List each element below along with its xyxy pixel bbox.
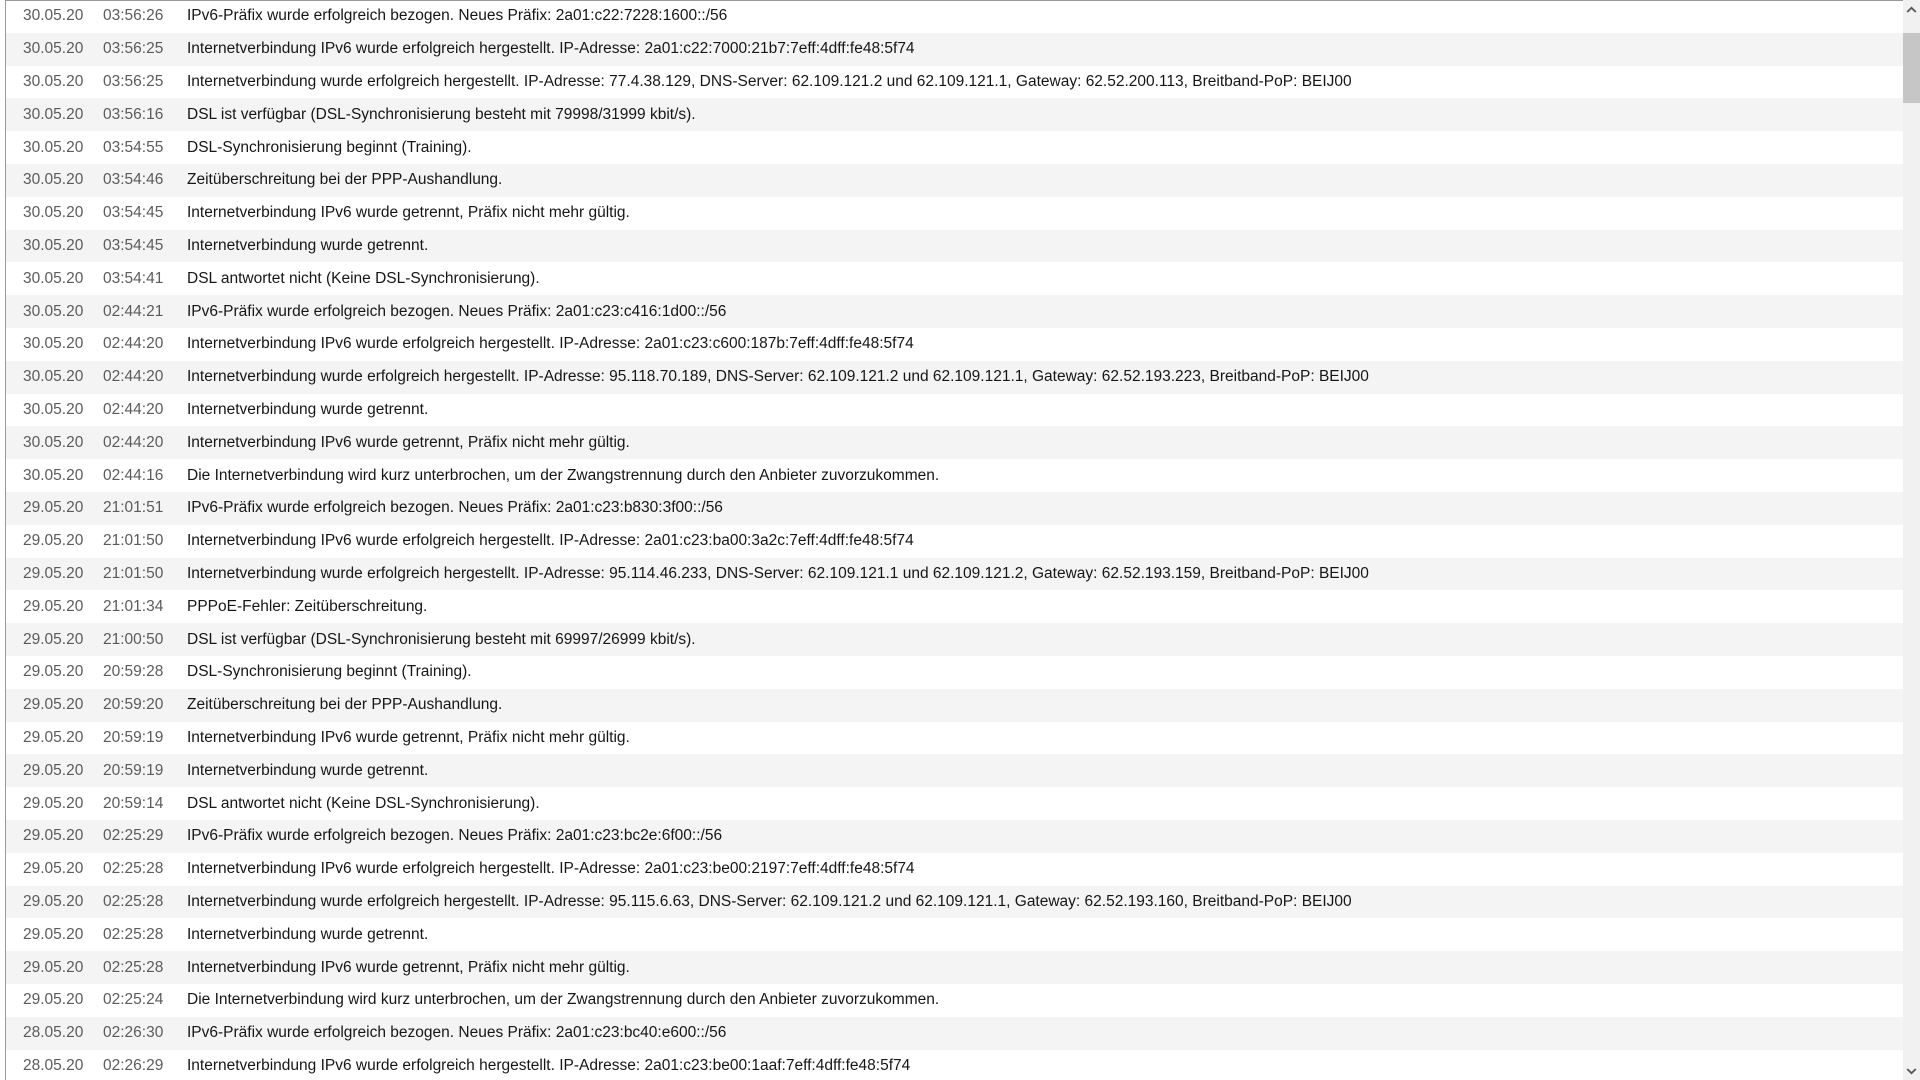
log-row <box>6 722 1903 755</box>
log-row <box>6 164 1903 197</box>
log-message: DSL ist verfügbar (DSL-Synchronisierung besteht mit 69997/26999 kbit/s). <box>187 630 696 648</box>
log-row <box>6 1050 1903 1080</box>
log-message: Die Internetverbindung wird kurz unterbrochen, um der Zwangstrennung durch den Anbieter zuvorzukommen. <box>187 991 940 1009</box>
log-message: Internetverbindung IPv6 wurde erfolgreich hergestellt. IP-Adresse: 2a01:c23:be00:1aaf:7eff:4dff:fe48:5f74 <box>187 1056 911 1074</box>
chevron-up-icon <box>1906 1 1917 19</box>
log-row <box>6 590 1903 623</box>
log-row <box>6 295 1903 328</box>
log-time: 21:01:50 <box>103 532 164 550</box>
log-time: 20:59:19 <box>103 761 164 779</box>
log-row <box>6 361 1903 394</box>
log-row <box>6 918 1903 951</box>
log-time: 03:56:16 <box>103 105 164 123</box>
log-message: Internetverbindung IPv6 wurde getrennt, Präfix nicht mehr gültig. <box>187 204 630 222</box>
log-message: PPPoE-Fehler: Zeitüberschreitung. <box>187 597 428 615</box>
log-row <box>6 689 1903 722</box>
log-date: 29.05.20 <box>23 794 84 812</box>
log-date: 30.05.20 <box>23 302 84 320</box>
log-message: IPv6-Präfix wurde erfolgreich bezogen. Neues Präfix: 2a01:c23:b830:3f00::/56 <box>187 499 723 517</box>
log-date: 30.05.20 <box>23 171 84 189</box>
log-time: 03:54:45 <box>103 236 164 254</box>
log-row <box>6 262 1903 295</box>
log-date: 29.05.20 <box>23 597 84 615</box>
log-time: 03:54:45 <box>103 204 164 222</box>
log-row <box>6 131 1903 164</box>
log-row <box>6 754 1903 787</box>
log-message: DSL antwortet nicht (Keine DSL-Synchronisierung). <box>187 269 540 287</box>
log-date: 29.05.20 <box>23 630 84 648</box>
log-time: 20:59:19 <box>103 728 164 746</box>
log-date: 30.05.20 <box>23 433 84 451</box>
log-row <box>6 623 1903 656</box>
chevron-down-icon <box>1906 1062 1917 1080</box>
log-time: 02:44:16 <box>103 466 164 484</box>
log-time: 02:25:28 <box>103 860 164 878</box>
log-date: 29.05.20 <box>23 663 84 681</box>
log-time: 02:44:20 <box>103 335 164 353</box>
log-row <box>6 98 1903 131</box>
log-row <box>6 459 1903 492</box>
log-time: 02:25:24 <box>103 991 164 1009</box>
log-row <box>6 886 1903 919</box>
log-message: Internetverbindung IPv6 wurde erfolgreich hergestellt. IP-Adresse: 2a01:c23:be00:2197:7eff:4dff:fe48:5f74 <box>187 860 915 878</box>
log-date: 30.05.20 <box>23 368 84 386</box>
log-message: DSL-Synchronisierung beginnt (Training). <box>187 138 472 156</box>
log-row <box>6 656 1903 689</box>
event-log-table <box>6 0 1903 1080</box>
log-message: Zeitüberschreitung bei der PPP-Aushandlung. <box>187 171 503 189</box>
log-message: IPv6-Präfix wurde erfolgreich bezogen. Neues Präfix: 2a01:c23:bc40:e600::/56 <box>187 1024 727 1042</box>
log-time: 03:56:26 <box>103 7 164 25</box>
log-message: Internetverbindung IPv6 wurde getrennt, Präfix nicht mehr gültig. <box>187 958 630 976</box>
log-message: IPv6-Präfix wurde erfolgreich bezogen. Neues Präfix: 2a01:c22:7228:1600::/56 <box>187 7 728 25</box>
log-date: 30.05.20 <box>23 204 84 222</box>
log-row <box>6 787 1903 820</box>
log-date: 30.05.20 <box>23 72 84 90</box>
log-row <box>6 426 1903 459</box>
log-row <box>6 33 1903 66</box>
scroll-up-button[interactable] <box>1903 1 1920 18</box>
table-left-border <box>5 0 6 1080</box>
log-date: 29.05.20 <box>23 925 84 943</box>
log-message: Internetverbindung wurde getrennt. <box>187 236 429 254</box>
log-time: 02:25:29 <box>103 827 164 845</box>
log-row <box>6 66 1903 99</box>
log-time: 03:54:41 <box>103 269 164 287</box>
log-time: 02:26:29 <box>103 1056 164 1074</box>
log-row <box>6 1017 1903 1050</box>
log-row <box>6 525 1903 558</box>
log-time: 20:59:28 <box>103 663 164 681</box>
table-top-border <box>6 0 1903 1</box>
log-date: 29.05.20 <box>23 761 84 779</box>
log-row <box>6 0 1903 33</box>
log-date: 28.05.20 <box>23 1024 84 1042</box>
log-time: 02:44:20 <box>103 368 164 386</box>
log-time: 03:56:25 <box>103 72 164 90</box>
log-date: 30.05.20 <box>23 269 84 287</box>
log-date: 29.05.20 <box>23 564 84 582</box>
log-message: Zeitüberschreitung bei der PPP-Aushandlung. <box>187 696 503 714</box>
log-date: 28.05.20 <box>23 1056 84 1074</box>
log-message: Internetverbindung IPv6 wurde erfolgreich hergestellt. IP-Adresse: 2a01:c23:ba00:3a2c:7eff:4dff:fe48:5f74 <box>187 532 914 550</box>
log-date: 29.05.20 <box>23 728 84 746</box>
log-time: 02:25:28 <box>103 958 164 976</box>
log-row <box>6 853 1903 886</box>
log-message: Internetverbindung wurde getrennt. <box>187 400 429 418</box>
log-time: 02:44:21 <box>103 302 164 320</box>
log-row <box>6 558 1903 591</box>
log-message: DSL ist verfügbar (DSL-Synchronisierung besteht mit 79998/31999 kbit/s). <box>187 105 696 123</box>
log-time: 02:25:28 <box>103 892 164 910</box>
log-message: DSL antwortet nicht (Keine DSL-Synchronisierung). <box>187 794 540 812</box>
log-message: Die Internetverbindung wird kurz unterbrochen, um der Zwangstrennung durch den Anbieter zuvorzukommen. <box>187 466 940 484</box>
log-message: IPv6-Präfix wurde erfolgreich bezogen. Neues Präfix: 2a01:c23:bc2e:6f00::/56 <box>187 827 723 845</box>
log-time: 21:00:50 <box>103 630 164 648</box>
log-time: 20:59:20 <box>103 696 164 714</box>
log-message: Internetverbindung IPv6 wurde getrennt, Präfix nicht mehr gültig. <box>187 728 630 746</box>
log-row <box>6 197 1903 230</box>
log-message: Internetverbindung wurde erfolgreich hergestellt. IP-Adresse: 95.114.46.233, DNS-Server: 62.109.121.1 und 62.109.121.2, Gateway: 62.52.193.159, Breitband-PoP: BEIJ00 <box>187 564 1369 582</box>
log-message: Internetverbindung wurde erfolgreich hergestellt. IP-Adresse: 95.115.6.63, DNS-Server: 62.109.121.2 und 62.109.121.1, Gateway: 62.52.193.160, Breitband-PoP: BEIJ00 <box>187 892 1352 910</box>
log-date: 29.05.20 <box>23 532 84 550</box>
log-date: 30.05.20 <box>23 138 84 156</box>
log-date: 29.05.20 <box>23 860 84 878</box>
log-message: IPv6-Präfix wurde erfolgreich bezogen. Neues Präfix: 2a01:c23:c416:1d00::/56 <box>187 302 727 320</box>
log-date: 30.05.20 <box>23 105 84 123</box>
log-message: Internetverbindung wurde getrennt. <box>187 761 429 779</box>
log-date: 30.05.20 <box>23 335 84 353</box>
log-row <box>6 820 1903 853</box>
log-time: 20:59:14 <box>103 794 164 812</box>
log-date: 29.05.20 <box>23 827 84 845</box>
log-row <box>6 394 1903 427</box>
scrollbar-thumb[interactable] <box>1903 33 1920 103</box>
log-date: 30.05.20 <box>23 40 84 58</box>
vertical-scrollbar[interactable] <box>1903 0 1920 1080</box>
log-message: Internetverbindung IPv6 wurde getrennt, Präfix nicht mehr gültig. <box>187 433 630 451</box>
log-row <box>6 328 1903 361</box>
log-date: 29.05.20 <box>23 958 84 976</box>
log-row <box>6 951 1903 984</box>
log-message: Internetverbindung IPv6 wurde erfolgreich hergestellt. IP-Adresse: 2a01:c22:7000:21b7:7eff:4dff:fe48:5f74 <box>187 40 915 58</box>
log-row <box>6 230 1903 263</box>
log-message: Internetverbindung wurde erfolgreich hergestellt. IP-Adresse: 77.4.38.129, DNS-Server: 62.109.121.2 und 62.109.121.1, Gateway: 62.52.200.113, Breitband-PoP: BEIJ00 <box>187 72 1352 90</box>
log-date: 30.05.20 <box>23 466 84 484</box>
log-date: 29.05.20 <box>23 696 84 714</box>
log-row <box>6 492 1903 525</box>
log-time: 21:01:34 <box>103 597 164 615</box>
log-date: 30.05.20 <box>23 7 84 25</box>
log-message: DSL-Synchronisierung beginnt (Training). <box>187 663 472 681</box>
log-date: 30.05.20 <box>23 236 84 254</box>
log-date: 29.05.20 <box>23 991 84 1009</box>
log-message: Internetverbindung wurde getrennt. <box>187 925 429 943</box>
log-time: 03:54:55 <box>103 138 164 156</box>
log-time: 03:54:46 <box>103 171 164 189</box>
log-row <box>6 984 1903 1017</box>
log-message: Internetverbindung wurde erfolgreich hergestellt. IP-Adresse: 95.118.70.189, DNS-Server: 62.109.121.2 und 62.109.121.1, Gateway: 62.52.193.223, Breitband-PoP: BEIJ00 <box>187 368 1369 386</box>
log-time: 21:01:50 <box>103 564 164 582</box>
log-time: 03:56:25 <box>103 40 164 58</box>
log-message: Internetverbindung IPv6 wurde erfolgreich hergestellt. IP-Adresse: 2a01:c23:c600:187b:7eff:4dff:fe48:5f74 <box>187 335 914 353</box>
log-time: 21:01:51 <box>103 499 164 517</box>
log-time: 02:44:20 <box>103 400 164 418</box>
log-time: 02:25:28 <box>103 925 164 943</box>
log-time: 02:44:20 <box>103 433 164 451</box>
log-date: 29.05.20 <box>23 499 84 517</box>
log-date: 29.05.20 <box>23 892 84 910</box>
scroll-down-button[interactable] <box>1903 1062 1920 1079</box>
log-date: 30.05.20 <box>23 400 84 418</box>
log-time: 02:26:30 <box>103 1024 164 1042</box>
